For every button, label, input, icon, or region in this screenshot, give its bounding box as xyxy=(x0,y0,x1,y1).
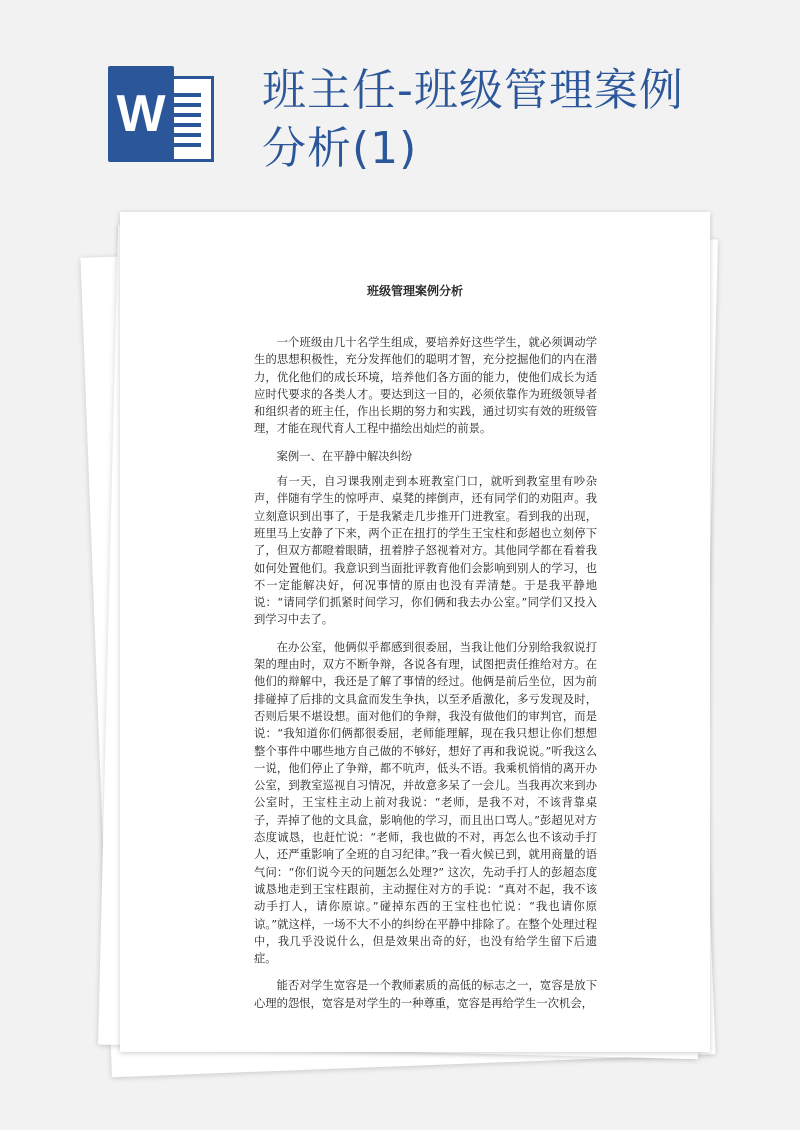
page-title: 班主任-班级管理案例分析(1) xyxy=(262,65,684,174)
word-badge: W xyxy=(108,66,174,162)
body-paragraph: 在办公室，他俩似乎都感到很委屈，当我让他们分别给我叙说打架的理由时，双方不断争辩，各说各有理，试图把责任推给对方。在他们的辩解中，我还是了解了事情的经过。他俩是前后坐位，因为前排碰掉了后排的文具盒而发生争执，以至矛盾激化，多亏发现及时，否则后果不堪设想。面对他们的争辩，我没有做他们的审判官，而是说：“我知道你们俩都很委屈，老师能理解，现在我只想让你们想想整个事件中哪些地方自己做的不够好，想好了再和我说说。”听我这么一说，他们停止了争辩，都不吭声，低头不语。我乘机悄悄的离开办公室，到教室巡视自习情况，并故意多呆了一会儿。当我再次来到办公室时，王宝柱主动上前对我说：“老师，是我不对，不该背靠桌子，弄掉了他的文具盒，影响他的学习，而且出口骂人。”彭超见对方态度诚恳，也赶忙说：“老师，我也做的不对，再怎么也不该动手打人，还严重影响了全班的自习纪律。”我一看火候已到，就用商量的语气问：“你们说今天的问题怎么处理?” 这次，先动手打人的彭超态度诚恳地走到王宝柱跟前，主动握住对方的手说：“真对不起，我不该动手打人，请你原谅。”碰掉东西的王宝柱也忙说：“我也请你原谅。”就这样，一场不大不小的纠纷在平静中排除了。在整个处理过程中，我几乎没说什么，但是效果出奇的好，也没有给学生留下后遗症。 xyxy=(254,640,597,966)
document-heading: 班级管理案例分析 xyxy=(366,284,463,298)
document-page xyxy=(120,212,710,1052)
intro-paragraph: 一个班级由几十名学生组成，要培养好这些学生，就必须调动学生的思想积极性，充分发挥他们的聪明才智，充分挖掘他们的内在潜力，优化他们的成长环境，培养他们各方面的能力，使他们成长为适应时代要求的各类人才。要达到这一目的，必须依靠作为班级领导者和组织者的班主任，作出长期的努力和实践，通过切实有效的班级管理，才能在现代育人工程中描绘出灿烂的前景。 xyxy=(254,336,597,436)
document-body xyxy=(254,334,597,1022)
body-paragraph: 有一天，自习课我刚走到本班教室门口，就听到教室里有吵杂声，伴随有学生的惊呼声、桌凳的摔倒声，还有同学们的劝阻声。我立刻意识到出事了，于是我紧走几步推开门进教室。看到我的出现，班里马上安静了下来，两个正在扭打的学生王宝柱和彭超也立刻停下了，但双方都瞪着眼睛，扭着脖子怒视着对方。其他同学都在看着我如何处置他们。我意识到当面批评教育他们会影响到别人的学习，也不一定能解决好，何况事情的原由也没有弄清楚。于是我平静地说：“请同学们抓紧时间学习，你们俩和我去办公室。”同学们又投入到学习中去了。 xyxy=(254,475,597,627)
section-heading: 案例一、在平静中解决纠纷 xyxy=(276,449,413,463)
word-icon xyxy=(108,66,218,162)
page-header xyxy=(0,0,800,200)
body-paragraph: 能否对学生宽容是一个教师素质的高低的标志之一，宽容是放下心理的怨恨，宽容是对学生的一种尊重，宽容是再给学生一次机会， xyxy=(254,979,597,1010)
